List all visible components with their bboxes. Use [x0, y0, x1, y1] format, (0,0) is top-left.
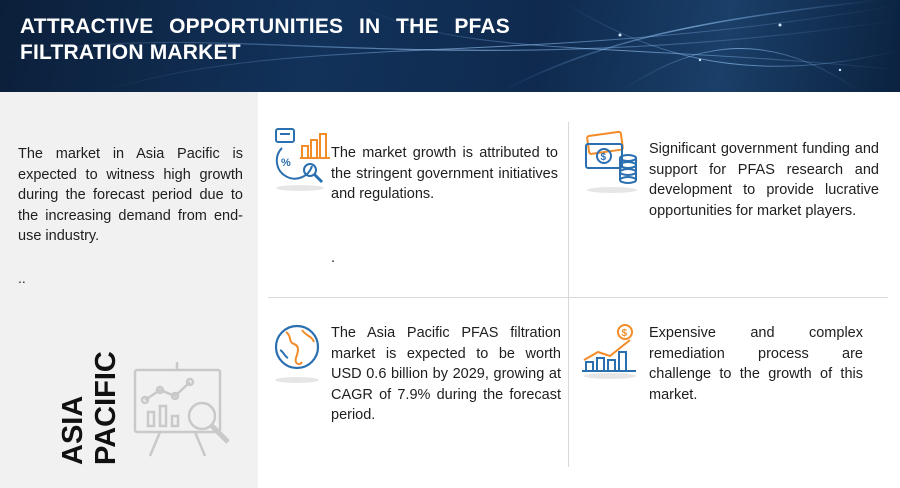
svg-text:%: %: [281, 157, 291, 169]
divider-horizontal: [268, 297, 888, 298]
page-title: ATTRACTIVE OPPORTUNITIES IN THE PFAS FILTRATION MARKET: [20, 15, 510, 64]
svg-text:$: $: [621, 328, 628, 339]
divider-vertical: [568, 122, 569, 467]
funding-text: Significant government funding and support for PFAS research and development to provide lucrative opportunities for market players.: [649, 141, 879, 219]
presentation-board-icon: [130, 360, 240, 460]
analytics-magnifier-icon: [272, 126, 334, 197]
region-description: The market in Asia Pacific is expected to witness high growth during the forecast period due to the increasing demand from end-use industry.: [18, 146, 243, 244]
growth-text: The market growth is attributed to the stringent government initiatives and regulations.: [331, 145, 558, 202]
growth-dot: .: [331, 250, 336, 266]
region-label-line1: ASIA: [57, 395, 89, 465]
money-stack-icon: [584, 130, 642, 199]
forecast-text: The Asia Pacific PFAS filtration market is expected to be worth USD 0.6 billion by 2029, growing at CAGR of 7.9% during the forecast period.: [331, 325, 561, 423]
header-banner: [0, 0, 900, 92]
region-description-dots: ..: [18, 270, 26, 286]
region-label-line2: PACIFIC: [90, 351, 122, 465]
region-label: [30, 351, 122, 465]
globe-icon: [272, 322, 322, 389]
svg-text:$: $: [600, 152, 607, 163]
challenge-text: Expensive and complex remediation process are challenge to the growth of this market.: [649, 325, 863, 403]
rising-bar-dollar-icon: [580, 322, 640, 385]
